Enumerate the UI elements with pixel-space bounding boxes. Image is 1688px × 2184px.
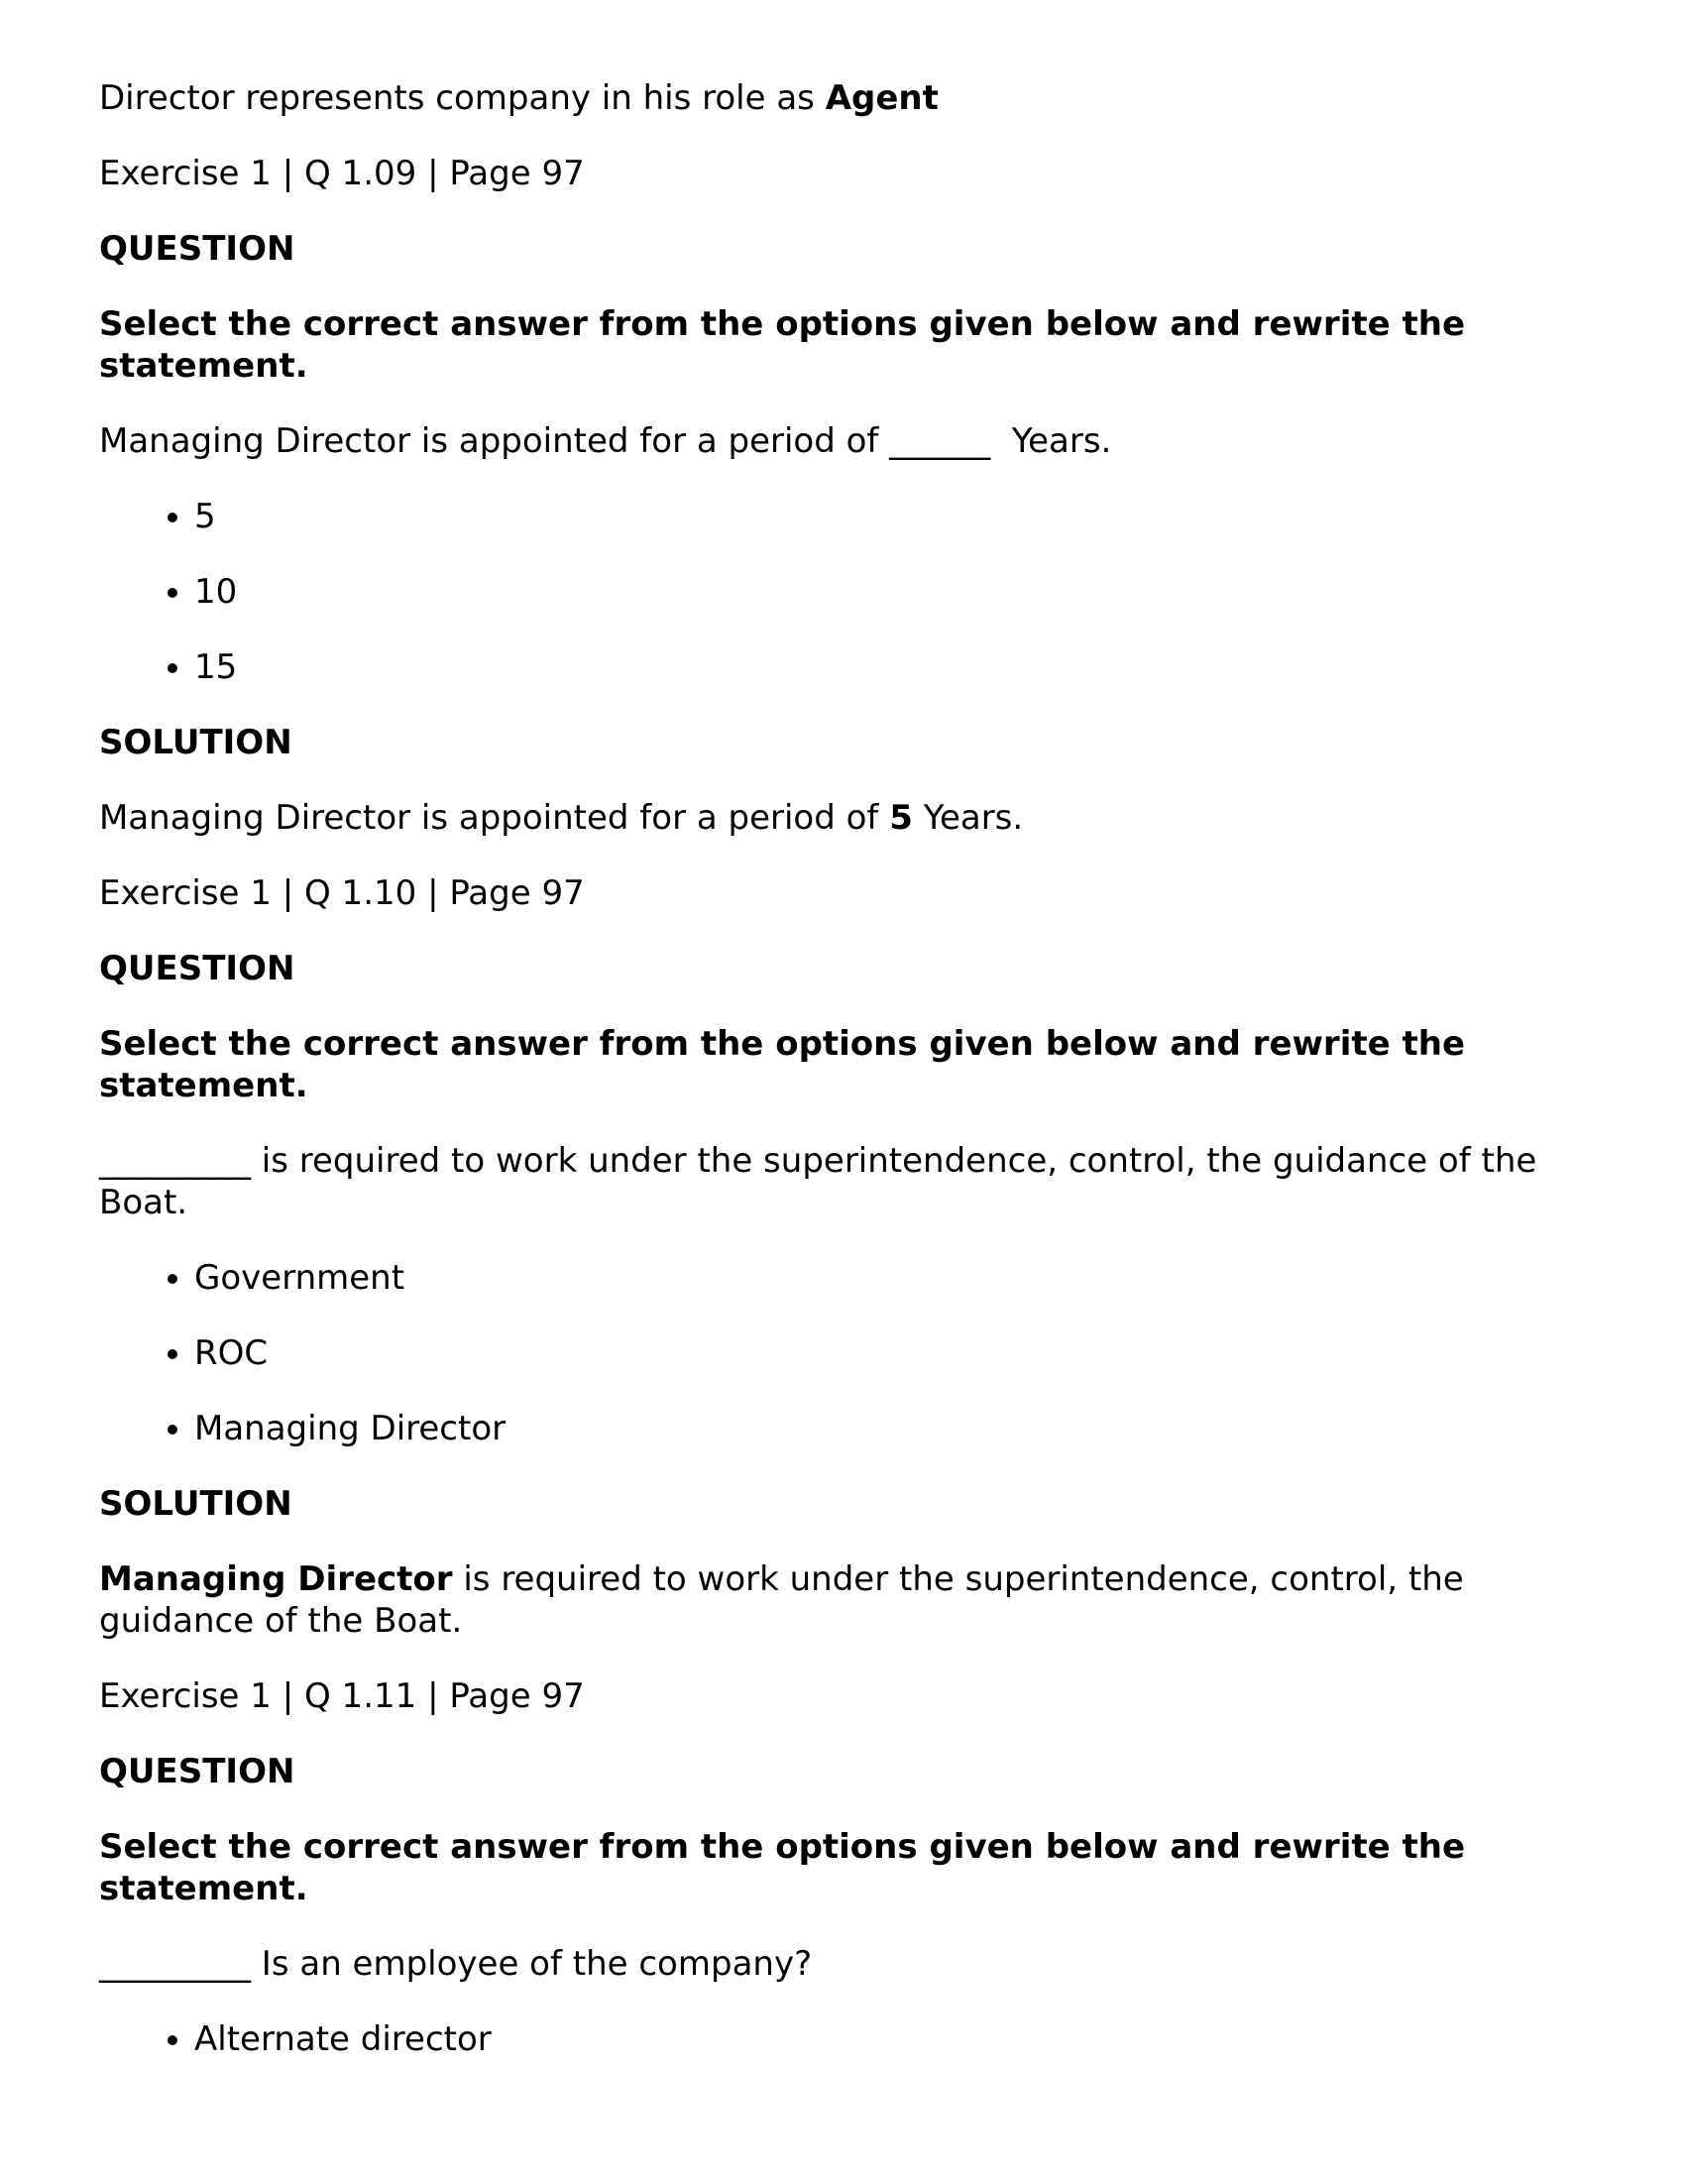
options-list (99, 2018, 1586, 2060)
document-content (99, 77, 1586, 2060)
question-heading: QUESTION (99, 949, 295, 988)
option-item: • Alternate director (194, 2018, 1586, 2060)
question-statement (99, 1140, 1586, 1223)
solution-heading: SOLUTION (99, 723, 292, 762)
answer-blank: _________ (99, 1141, 251, 1181)
option-item: • 15 (194, 646, 1586, 688)
option-item: • ROC (194, 1332, 1586, 1374)
question-text: is required to work under the superintendence, control, the guidance of the Boat. (99, 1141, 1537, 1222)
question-heading: QUESTION (99, 229, 295, 269)
intro-answer: Agent (825, 78, 939, 118)
question-statement (99, 420, 1586, 462)
options-list (99, 1257, 1586, 1449)
question-heading: QUESTION (99, 1752, 295, 1791)
exercise-reference: Exercise 1 | Q 1.11 | Page 97 (99, 1676, 585, 1716)
exercise-reference: Exercise 1 | Q 1.09 | Page 97 (99, 154, 585, 193)
question-instruction: Select the correct answer from the options given below and rewrite the statement. (99, 304, 1466, 386)
option-item: • 10 (194, 571, 1586, 613)
option-item: • 5 (194, 496, 1586, 537)
solution-heading: SOLUTION (99, 1484, 292, 1524)
question-text: Is an employee of the company? (251, 1944, 813, 1984)
intro-text: Director represents company in his role as (99, 78, 826, 118)
question-statement (99, 1943, 1586, 1985)
solution-answer: Managing Director (99, 1559, 453, 1599)
solution-text: is required to work under the superintendence, control, the guidance of the Boat. (99, 1559, 1464, 1641)
solution-statement (99, 1558, 1586, 1642)
solution-answer: 5 (889, 798, 913, 838)
answer-blank: _________ (99, 1944, 251, 1984)
question-text-end: Years. (990, 421, 1112, 461)
exercise-reference: Exercise 1 | Q 1.10 | Page 97 (99, 873, 585, 913)
solution-statement (99, 797, 1586, 839)
question-instruction: Select the correct answer from the options given below and rewrite the statement. (99, 1024, 1466, 1105)
answer-blank: ______ (889, 421, 991, 461)
option-item: • Managing Director (194, 1408, 1586, 1449)
options-list (99, 496, 1586, 688)
solution-text: Managing Director is appointed for a period of (99, 798, 890, 838)
solution-text-end: Years. (912, 798, 1024, 838)
question-text: Managing Director is appointed for a period of (99, 421, 890, 461)
intro-answer-line (99, 77, 1586, 119)
question-instruction: Select the correct answer from the options given below and rewrite the statement. (99, 1827, 1466, 1908)
option-item: • Government (194, 1257, 1586, 1299)
